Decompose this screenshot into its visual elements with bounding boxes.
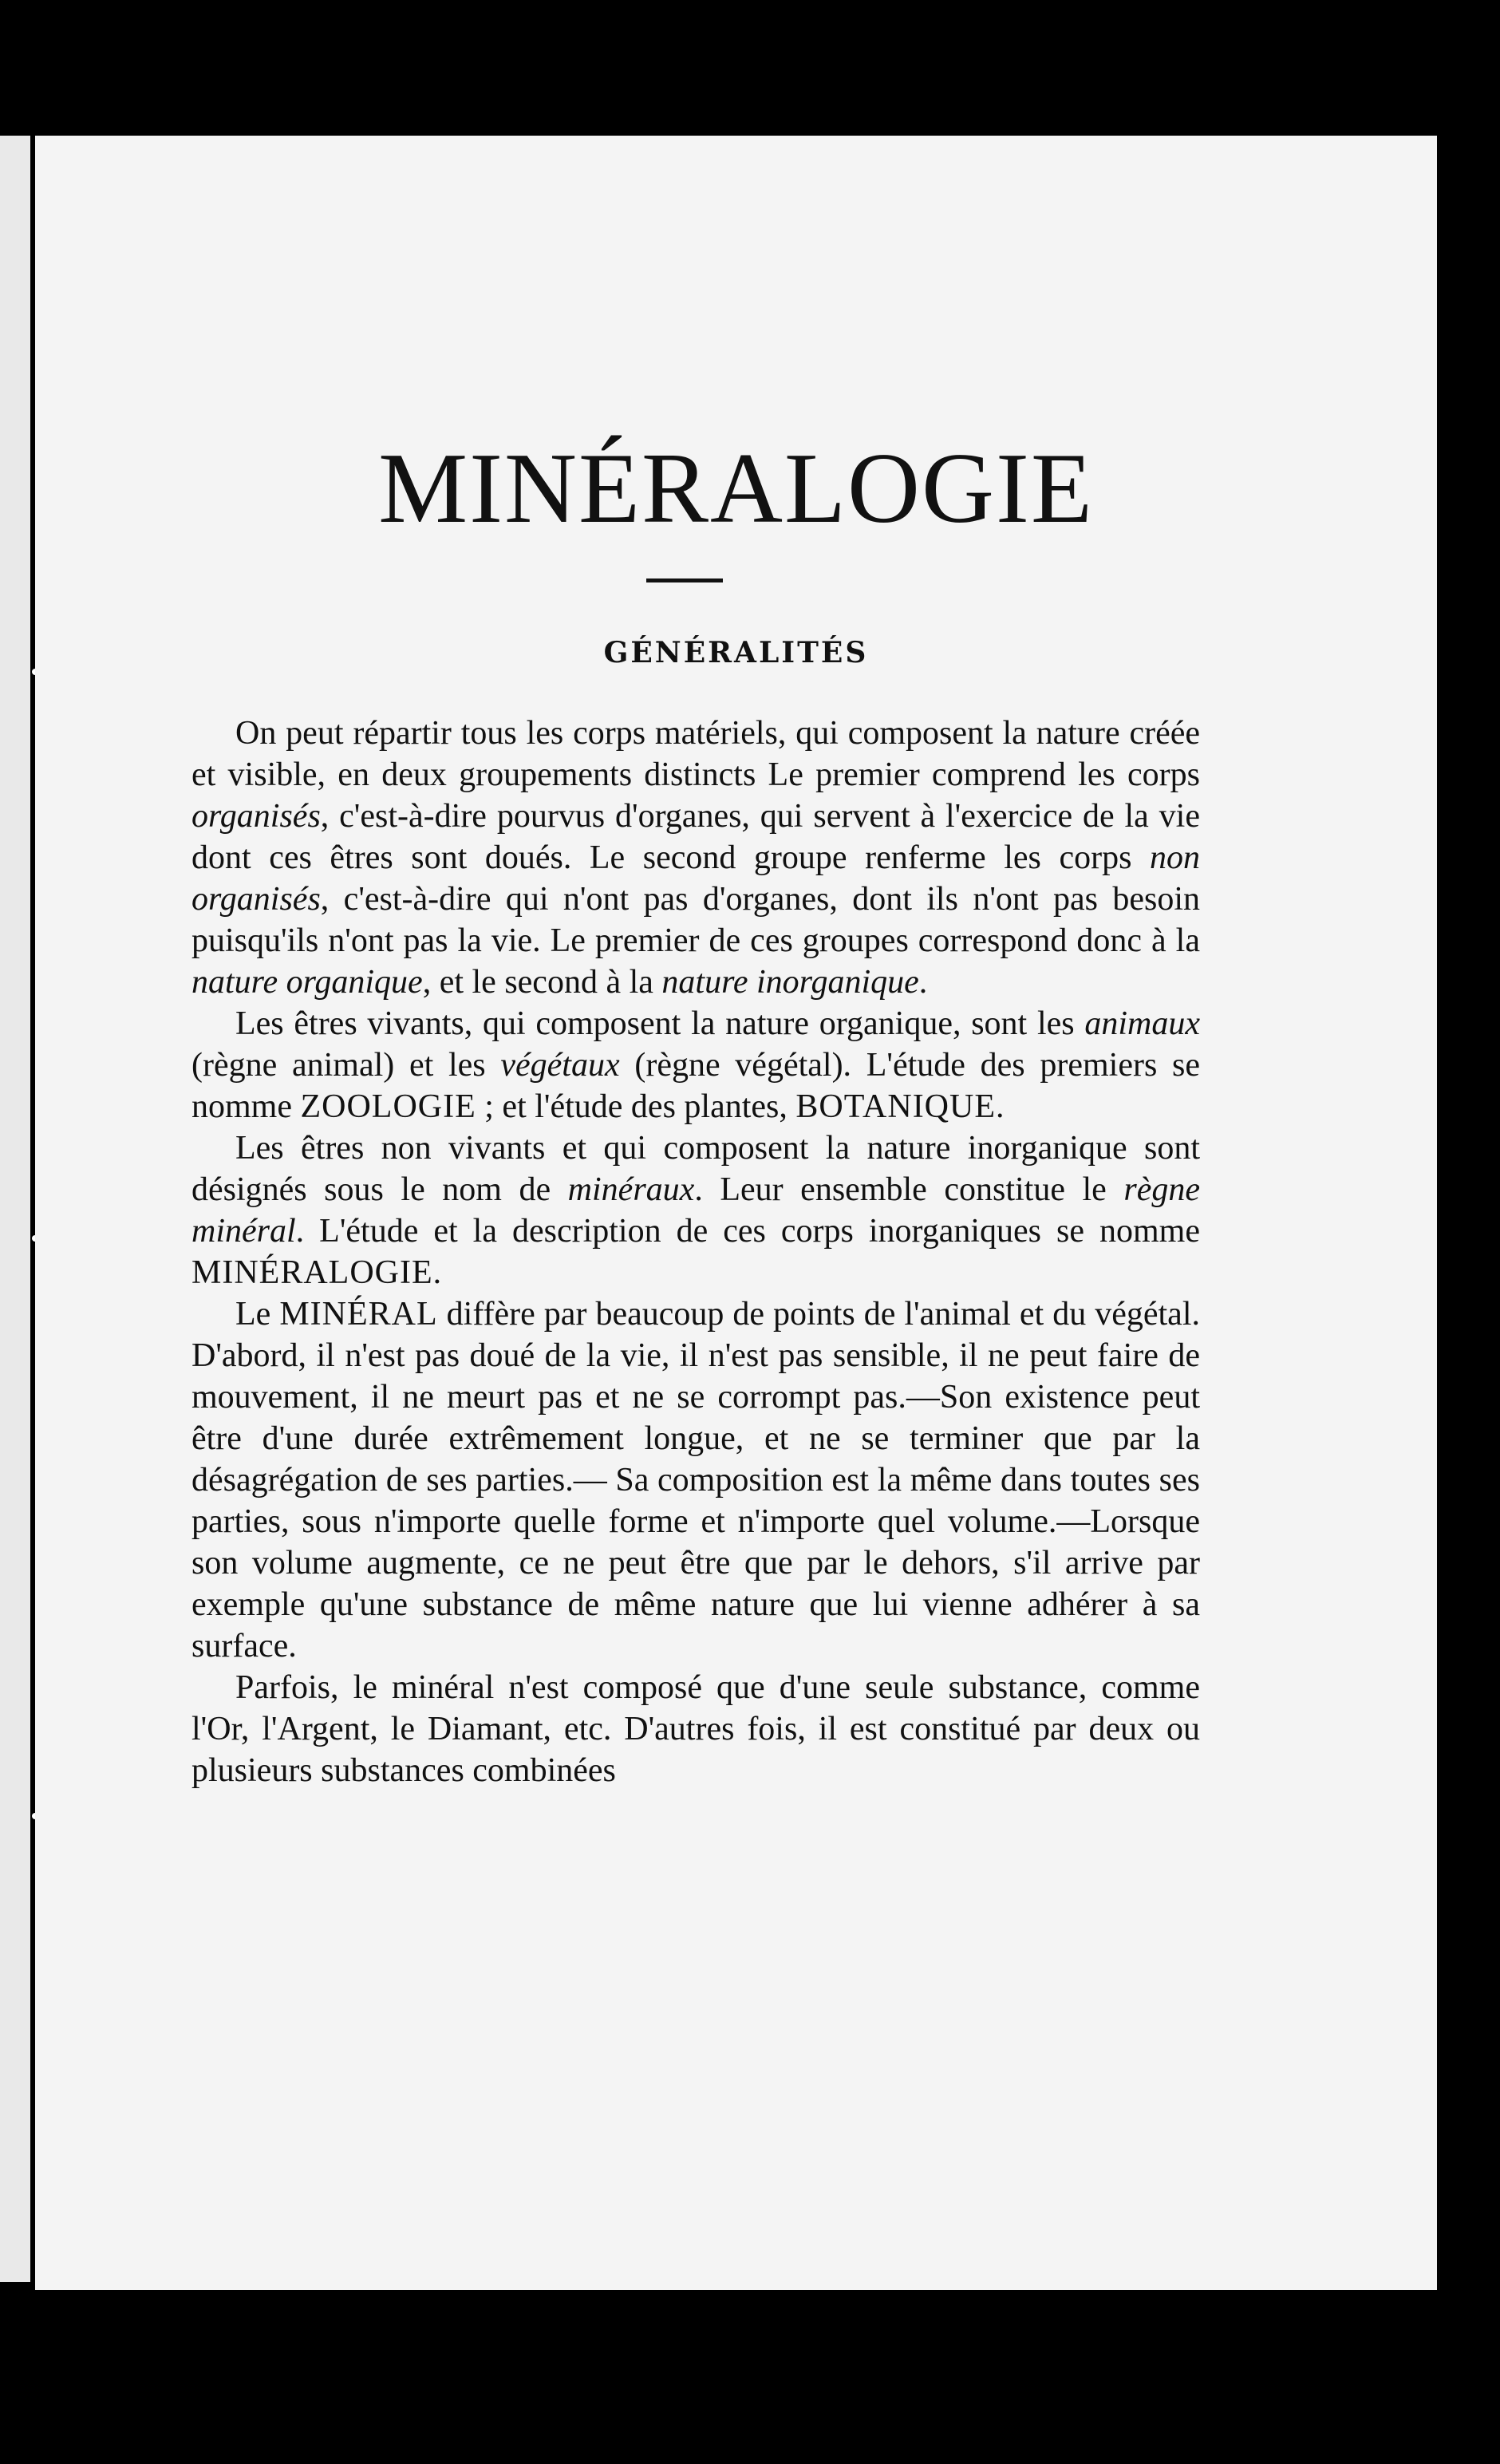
- text-run: , et le second à la: [422, 964, 662, 1001]
- italic-term: minéraux: [567, 1171, 695, 1208]
- paragraph: [191, 1667, 1200, 1791]
- section-heading: GÉNÉRALITÉS: [603, 636, 869, 669]
- paragraph: [191, 713, 1200, 1003]
- text-run: .: [996, 1088, 1005, 1125]
- body-text: [191, 713, 1200, 1791]
- smallcaps-term: MINÉRAL: [279, 1296, 438, 1333]
- italic-term: règne minéral: [191, 1171, 1201, 1250]
- book-page: [35, 136, 1437, 2290]
- title-divider: [646, 578, 723, 582]
- text-run: Les êtres non vivants et qui composent la nature inorganique sont désignés sous le nom de: [191, 1130, 1200, 1208]
- page-title: MINÉRALOGIE: [378, 433, 1094, 544]
- italic-term: végétaux: [500, 1047, 620, 1084]
- italic-term: animaux: [1084, 1005, 1200, 1042]
- text-run: Parfois, le minéral n'est composé que d'une seule substance, comme l'Or, l'Argent, le Diamant, etc. D'autres fois, il est constitué par deux ou plusieurs substances combinées: [191, 1669, 1200, 1789]
- text-run: Les êtres vivants, qui composent la nature organique, sont les: [235, 1005, 1085, 1042]
- paragraph: [191, 1127, 1200, 1293]
- paragraph: [191, 1003, 1200, 1127]
- text-run: (règne végétal). L'étude des premiers se nomme: [191, 1047, 1201, 1125]
- text-run: On peut répartir tous les corps matériels, qui composent la nature créée et visible, en deux groupements distincts Le premier comprend les corps: [191, 715, 1200, 793]
- facing-page-edge: [0, 136, 30, 2282]
- text-run: diffère par beaucoup de points de l'animal et du végétal. D'abord, il n'est pas doué de la vie, il n'est pas sensible, il ne peut faire de mouvement, il ne meurt pas et ne se corrompt pas.—Son existence peut être d'une durée extrêmement longue, et ne se terminer que par la désagrégation de ses parties.— Sa composition est la même dans toutes ses parties, sous n'importe quelle forme et n'importe quel volume.—Lorsque son volume augmente, ce ne peut être que par le dehors, s'il arrive par exemple qu'une substance de même nature que lui vienne adhérer à sa surface.: [191, 1296, 1200, 1664]
- text-run: .: [432, 1254, 442, 1291]
- text-run: . L'étude et la description de ces corps inorganiques se nomme: [295, 1213, 1200, 1250]
- italic-term: organisés: [191, 798, 321, 835]
- text-run: Le: [235, 1296, 280, 1333]
- italic-term: non organisés: [191, 839, 1200, 918]
- text-run: . Leur ensemble constitue le: [694, 1171, 1124, 1208]
- text-run: (règne animal) et les: [191, 1047, 501, 1084]
- paragraph: [191, 1293, 1200, 1667]
- text-run: , c'est-à-dire pourvus d'organes, qui servent à l'exercice de la vie dont ces êtres sont doués. Le second groupe renferme les corps: [191, 798, 1200, 876]
- italic-term: nature organique: [191, 964, 423, 1001]
- smallcaps-term: ZOOLOGIE: [300, 1088, 476, 1125]
- text-run: .: [918, 964, 928, 1001]
- italic-term: nature inorganique: [661, 964, 919, 1001]
- smallcaps-term: BOTANIQUE: [795, 1088, 996, 1125]
- text-run: ; et l'étude des plantes,: [476, 1088, 796, 1125]
- smallcaps-term: MINÉRALOGIE: [191, 1254, 433, 1291]
- text-run: , c'est-à-dire qui n'ont pas d'organes, dont ils n'ont pas besoin puisqu'ils n'ont pas la vie. Le premier de ces groupes correspond donc à la: [191, 881, 1200, 959]
